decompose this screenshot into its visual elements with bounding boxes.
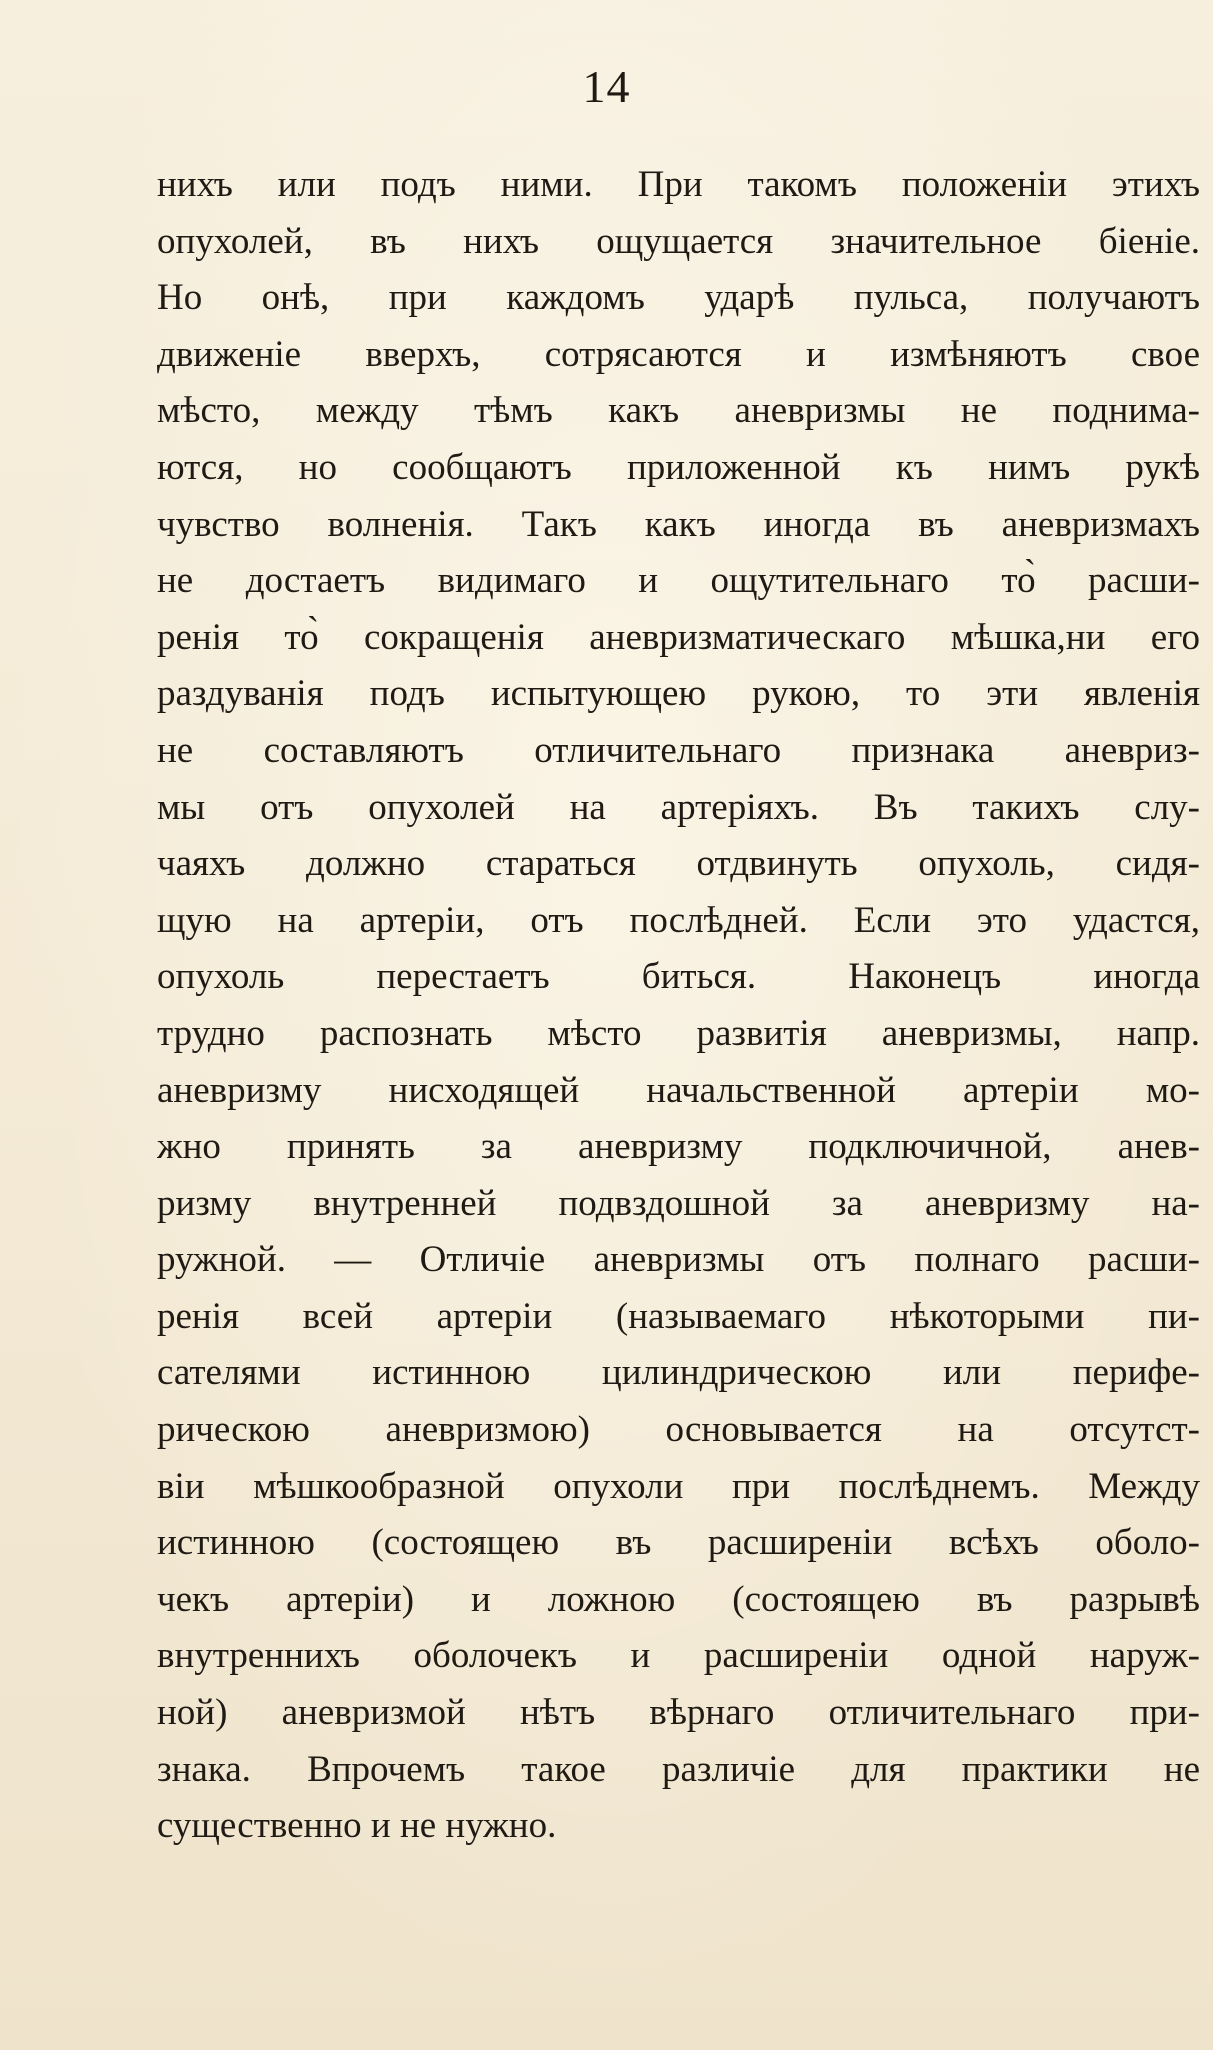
text-line: чувство волненія. Такъ какъ иногда въ аневризмахъ (157, 503, 1200, 545)
text-line: щую на артеріи, отъ послѣдней. Если это удастся, (157, 899, 1200, 941)
text-line: не достаетъ видимаго и ощутительнаго то̀ расши- (157, 560, 1200, 602)
text-line: ются, но сообщаютъ приложенной къ нимъ рукѣ (157, 446, 1200, 488)
text-line: мѣсто, между тѣмъ какъ аневризмы не поднима- (157, 390, 1200, 432)
text-line: ружной. — Отличіе аневризмы отъ полнаго расши- (157, 1239, 1200, 1281)
text-line: Но онѣ, при каждомъ ударѣ пульса, получаютъ (157, 277, 1200, 319)
text-line: ренія то̀ сокращенія аневризматическаго мѣшка,ни его (157, 616, 1200, 658)
text-line: нихъ или подъ ними. При такомъ положеніи этихъ (157, 164, 1200, 205)
text-line: чекъ артеріи) и ложною (состоящею въ разрывѣ (157, 1578, 1200, 1620)
text-line: раздуванія подъ испытующею рукою, то эти явленія (157, 673, 1200, 715)
text-line: знака. Впрочемъ такое различіе для практики не (157, 1748, 1200, 1790)
text-line: аневризму нисходящей начальственной артеріи мо- (157, 1069, 1200, 1111)
text-line: не составляютъ отличительнаго признака аневриз- (157, 729, 1200, 771)
text-line: чаяхъ должно стараться отдвинуть опухоль, сидя- (157, 843, 1200, 885)
text-line: ризму внутренней подвздошной за аневризму на- (157, 1182, 1200, 1224)
text-line: ренія всей артеріи (называемаго нѣкоторыми пи- (157, 1295, 1200, 1337)
text-line: рическою аневризмою) основывается на отсутст- (157, 1409, 1200, 1451)
text-line: движеніе вверхъ, сотрясаются и измѣняютъ свое (157, 333, 1200, 375)
page-number: 14 (582, 61, 631, 112)
text-line: трудно распознать мѣсто развитія аневризмы, напр. (157, 1012, 1200, 1054)
text-line: сателями истинною цилиндрическою или перифе- (157, 1352, 1200, 1394)
text-line: мы отъ опухолей на артеріяхъ. Въ такихъ слу- (157, 786, 1200, 828)
text-line: опухолей, въ нихъ ощущается значительное біеніе. (157, 220, 1200, 262)
body-text (157, 157, 1200, 1855)
text-line: жно принять за аневризму подключичной, анев- (157, 1126, 1200, 1168)
text-line: віи мѣшкообразной опухоли при послѣднемъ. Между (157, 1465, 1200, 1507)
text-line: ной) аневризмой нѣтъ вѣрнаго отличительнаго при- (157, 1692, 1200, 1734)
text-line: опухоль перестаетъ биться. Наконецъ иногда (157, 956, 1200, 998)
text-line: внутреннихъ оболочекъ и расширеніи одной наруж- (157, 1635, 1200, 1677)
text-line: существенно и не нужно. (157, 1805, 557, 1847)
text-line: истинною (состоящею въ расширеніи всѣхъ оболо- (157, 1522, 1200, 1564)
